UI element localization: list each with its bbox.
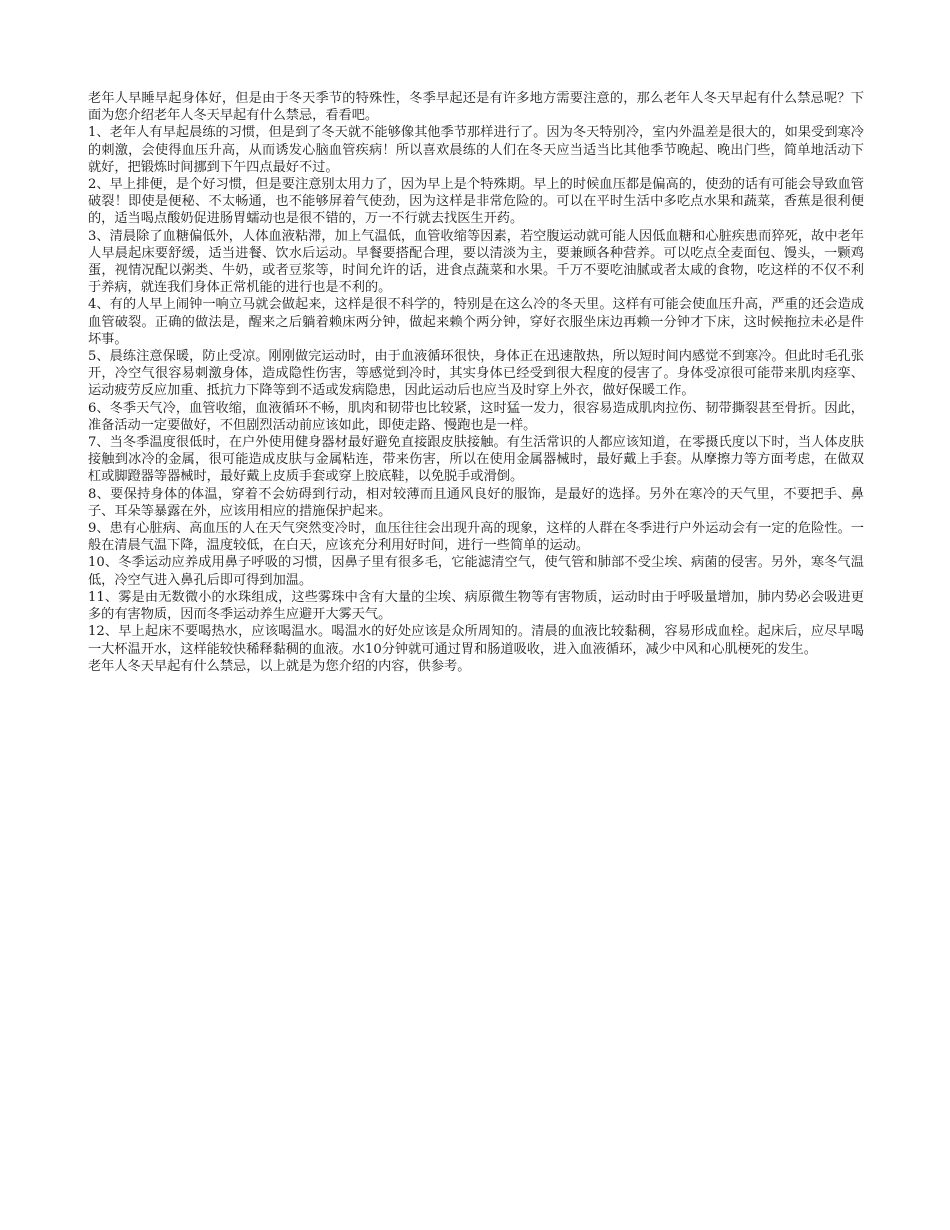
list-item: 11、雾是由无数微小的水珠组成，这些雾珠中含有大量的尘埃、病原微生物等有害物质，运动时由于呼吸量增加，肺内势必会吸进更多的有害物质，因而冬季运动养生应避开大雾天气。 xyxy=(88,589,864,623)
list-item: 6、冬季天气冷，血管收缩，血液循环不畅，肌肉和韧带也比较紧，这时猛一发力，很容易造成肌肉拉伤、韧带撕裂甚至骨折。因此，准备活动一定要做好，不但剧烈活动前应该如此，即使走路、慢跑也是一样。 xyxy=(88,400,864,433)
article-body xyxy=(88,90,864,675)
list-item: 5、晨练注意保暖，防止受凉。刚刚做完运动时，由于血液循环很快，身体正在迅速散热，所以短时间内感觉不到寒冷。但此时毛孔张开，冷空气很容易刺激身体，造成隐性伤害，等感觉到冷时，其实身体已经受到很大程度的侵害了。身体受凉很可能带来肌肉痉挛、运动疲劳反应加重、抵抗力下降等到不适或发病隐患，因此运动后也应当及时穿上外衣，做好保暖工作。 xyxy=(88,349,864,399)
list-item: 8、要保持身体的体温，穿着不会妨碍到行动，相对较薄而且通风良好的服饰，是最好的选择。另外在寒冷的天气里，不要把手、鼻子、耳朵等暴露在外，应该用相应的措施保护起来。 xyxy=(88,486,864,519)
intro-paragraph: 老年人早睡早起身体好，但是由于冬天季节的特殊性，冬季早起还是有许多地方需要注意的，那么老年人冬天早起有什么禁忌呢？下面为您介绍老年人冬天早起有什么禁忌，看看吧。 xyxy=(88,91,864,124)
list-item: 10、冬季运动应养成用鼻子呼吸的习惯，因鼻子里有很多毛，它能滤清空气，使气管和肺部不受尘埃、病菌的侵害。另外，寒冬气温低，冷空气进入鼻孔后即可得到加温。 xyxy=(88,555,864,588)
conclusion-paragraph: 老年人冬天早起有什么禁忌，以上就是为您介绍的内容，供参考。 xyxy=(88,658,471,674)
list-item: 7、当冬季温度很低时，在户外使用健身器材最好避免直接跟皮肤接触。有生活常识的人都应该知道，在零摄氏度以下时，当人体皮肤接触到冰冷的金属，很可能造成皮肤与金属粘连，带来伤害，所以在使用金属器械时，最好戴上手套。从摩擦力等方面考虑，在做双杠或脚蹬器等器械时，最好戴上皮质手套或穿上胶底鞋，以免脱手或滑倒。 xyxy=(88,435,864,485)
list-item: 9、患有心脏病、高血压的人在天气突然变冷时，血压往往会出现升高的现象，这样的人群在冬季进行户外运动会有一定的危险性。一般在清晨气温下降，温度较低，在白天，应该充分利用好时间，进行一些简单的运动。 xyxy=(88,521,864,554)
list-item: 2、早上排便，是个好习惯，但是要注意别太用力了，因为早上是个特殊期。早上的时候血压都是偏高的，使劲的话有可能会导致血管破裂！即使是便秘、不太畅通，也不能够屏着气使劲，因为这样是非常危险的。可以在平时生活中多吃点水果和蔬菜，香蕉是很利便的，适当喝点酸奶促进肠胃蠕动也是很不错的，万一不行就去找医生开药。 xyxy=(88,177,864,227)
list-item: 1、老年人有早起晨练的习惯，但是到了冬天就不能够像其他季节那样进行了。因为冬天特别冷，室内外温差是很大的，如果受到寒冷的刺激，会使得血压升高，从而诱发心脑血管疾病！所以喜欢晨练的人们在冬天应当适当比其他季节晚起、晚出门些，简单地活动下就好，把锻炼时间挪到下午四点最好不过。 xyxy=(88,125,864,175)
list-item: 12、早上起床不要喝热水，应该喝温水。喝温水的好处应该是众所周知的。清晨的血液比较黏稠，容易形成血栓。起床后，应尽早喝一大杯温开水，这样能较快稀释黏稠的血液。水10分钟就可通过胃和肠道吸收，进入血液循环，减少中风和心肌梗死的发生。 xyxy=(88,624,864,657)
list-item: 4、有的人早上闹钟一响立马就会做起来，这样是很不科学的，特别是在这么冷的冬天里。这样有可能会使血压升高，严重的还会造成血管破裂。正确的做法是，醒来之后躺着赖床两分钟，做起来赖个两分钟，穿好衣服坐床边再赖一分钟才下床，这时候拖拉未必是件坏事。 xyxy=(88,297,864,347)
list-item: 3、清晨除了血糖偏低外，人体血液粘滞，加上气温低，血管收缩等因素，若空腹运动就可能人因低血糖和心脏疾患而猝死，故中老年人早晨起床要舒缓，适当进餐、饮水后运动。早餐要搭配合理，要以清淡为主，要兼顾各种营养。可以吃点全麦面包、馒头，一颗鸡蛋，视情况配以粥类、牛奶，或者豆浆等，时间允许的话，进食点蔬菜和水果。千万不要吃油腻或者太咸的食物，吃这样的不仅不利于养病，就连我们身体正常机能的进行也是不利的。 xyxy=(88,228,864,296)
